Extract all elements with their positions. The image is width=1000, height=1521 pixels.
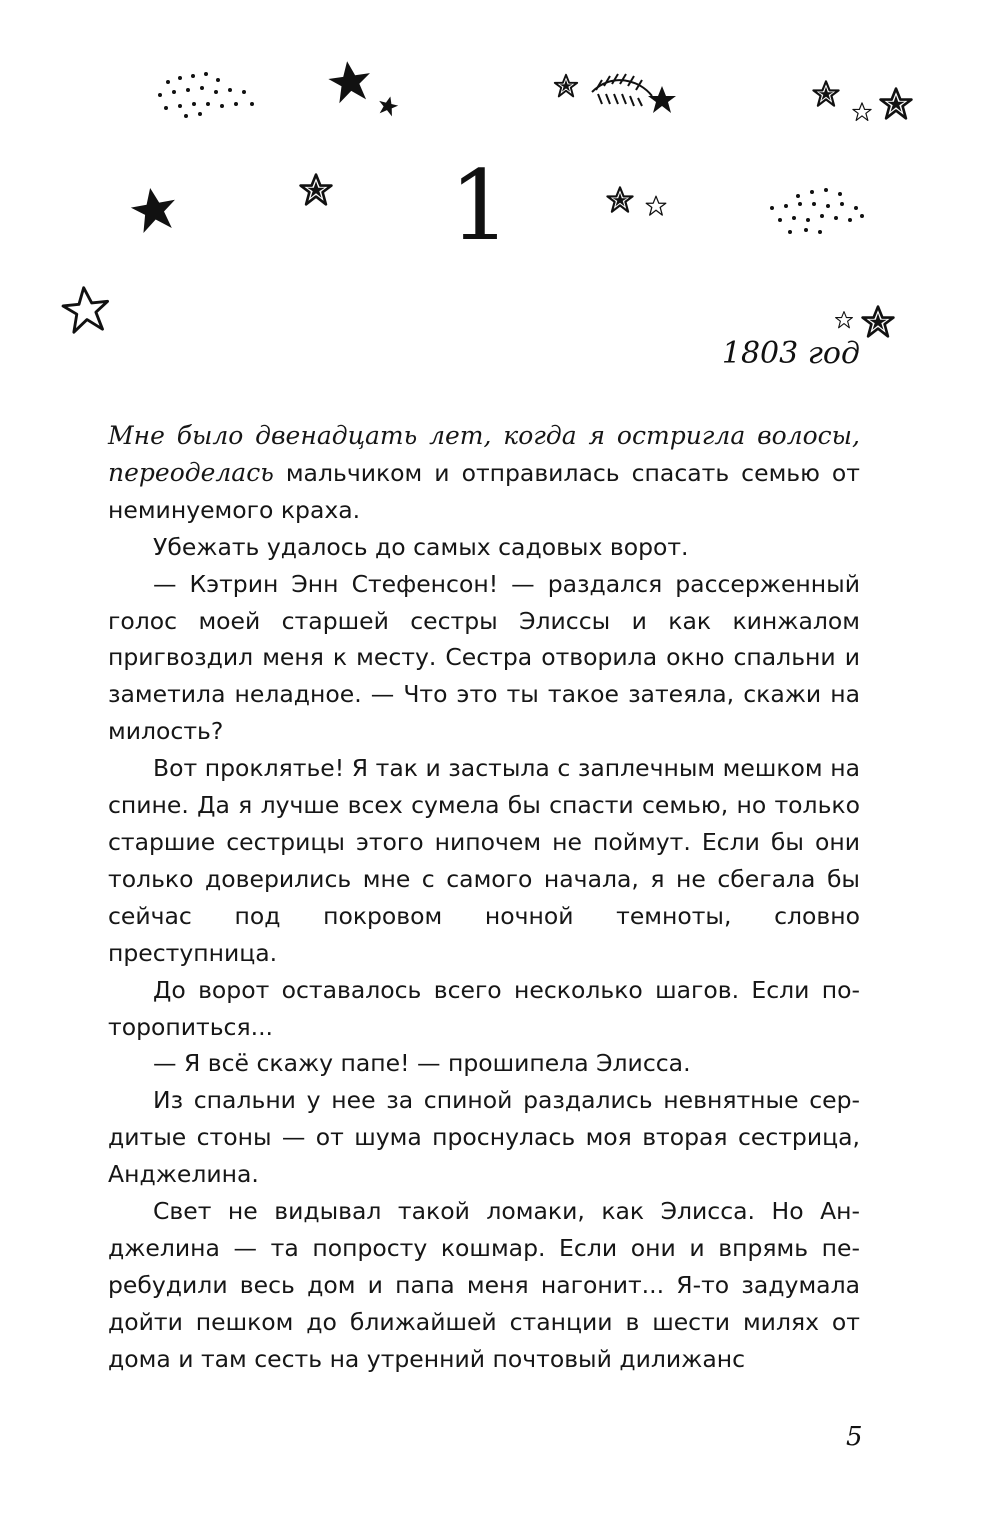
dot-cloud-icon	[158, 72, 254, 118]
star-icon	[648, 86, 676, 113]
paragraph: Свет не видывал такой ломаки, как Элисса. Но Анджелина — та попросту кошмар. Если они и впрямь перебудили весь дом и папа меня нагонит... Я-то задумала дойти пешком до ближайшей станции в шести милях от дома и там сесть на утренний почтовый дилижанс	[108, 1197, 860, 1373]
star-icon	[607, 187, 632, 211]
star-icon	[853, 103, 871, 121]
paragraph: Из спальни у нее за спиной раздались невнятные сердитые стоны — от шума проснулась моя вторая сестрица, Анджелина.	[108, 1086, 860, 1189]
star-icon	[881, 89, 912, 119]
dot-cloud-icon	[770, 188, 864, 234]
star-icon	[646, 196, 666, 215]
star-icon	[326, 58, 373, 104]
star-icon	[836, 312, 853, 328]
star-icon	[555, 75, 577, 97]
page-number: 5	[846, 1422, 863, 1452]
feather-icon	[592, 74, 652, 106]
star-icon	[863, 307, 894, 337]
chapter-body	[108, 418, 860, 1378]
paragraph: Вот проклятье! Я так и застыла с заплечным мешком на спине. Да я лучше всех сумела бы спасти семью, но только старшие сестрицы этого нипочем не поймут. Если бы они только доверились мне с самого начала, я не сбегала бы сейчас под покровом ночной темноты, словно преступница.	[108, 754, 860, 967]
star-icon	[301, 175, 332, 205]
paragraph: До ворот оставалось всего несколько шагов. Если поторопиться...	[108, 975, 860, 1041]
chapter-year: 1803 год	[721, 336, 860, 371]
paragraph: Убежать удалось до самых садовых ворот.	[153, 532, 689, 561]
paragraph-text: мальчиком и отправилась спасать семью от неминуемого краха.	[108, 458, 860, 524]
paragraph: — Кэтрин Энн Стефенсон! — раздался рассерженный голос моей старшей сестры Элиссы и как кинжалом пригвоздил меня к месту. Сестра отворила окно спальни и заметила неладное. — Что это ты такое затеяла, скажи на милость?	[108, 569, 860, 746]
chapter-number: 1	[449, 150, 511, 262]
star-icon	[376, 94, 400, 117]
star-icon	[813, 81, 838, 105]
lead-in-text: Мне было двенадцать лет, когда я остригла волосы, переоделась	[108, 421, 860, 487]
star-icon	[128, 184, 180, 234]
star-icon	[61, 285, 110, 333]
paragraph: — Я всё скажу папе! — прошипела Элисса.	[153, 1049, 691, 1078]
paragraph	[108, 418, 860, 529]
